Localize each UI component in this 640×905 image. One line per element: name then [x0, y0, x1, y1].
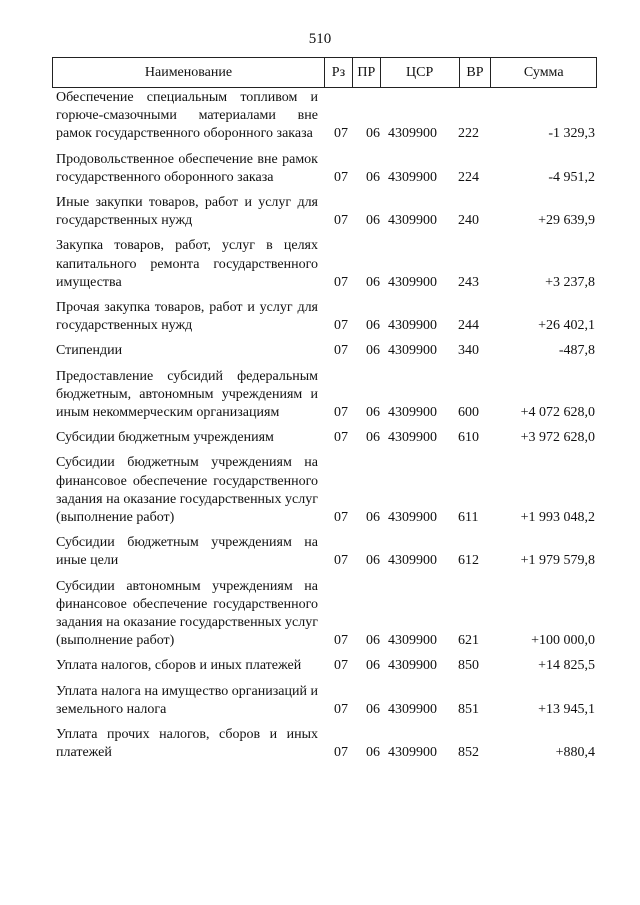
row-csr: 4309900 — [388, 405, 437, 421]
row-vr: 340 — [458, 343, 479, 359]
row-csr: 4309900 — [388, 126, 437, 142]
table-row — [52, 657, 597, 675]
row-vr: 224 — [458, 169, 479, 185]
row-rz: 07 — [334, 658, 348, 674]
row-pr: 06 — [366, 274, 380, 290]
table-body — [52, 89, 597, 770]
row-name: Субсидии бюджетным учреждениям — [56, 430, 274, 446]
column-header-vr: ВР — [459, 58, 491, 87]
row-name: Обеспечение специальным топливом и горюче-смазочными материалами вне рамок государственного оборонного заказа — [56, 90, 318, 142]
row-rz: 07 — [334, 553, 348, 569]
row-sum: +26 402,1 — [538, 318, 595, 334]
row-csr: 4309900 — [388, 633, 437, 649]
row-rz: 07 — [334, 126, 348, 142]
row-pr: 06 — [366, 745, 380, 761]
row-pr: 06 — [366, 701, 380, 717]
row-vr: 612 — [458, 553, 479, 569]
row-pr: 06 — [366, 405, 380, 421]
row-csr: 4309900 — [388, 701, 437, 717]
row-name: Уплата налога на имущество организаций и земельного налога — [56, 683, 318, 717]
row-rz: 07 — [334, 405, 348, 421]
row-name: Уплата налогов, сборов и иных платежей — [56, 658, 302, 674]
row-csr: 4309900 — [388, 343, 437, 359]
row-pr: 06 — [366, 213, 380, 229]
row-vr: 621 — [458, 633, 479, 649]
row-pr: 06 — [366, 318, 380, 334]
row-sum: +14 825,5 — [538, 658, 595, 674]
page-number: 510 — [308, 31, 332, 47]
row-pr: 06 — [366, 430, 380, 446]
row-name: Субсидии бюджетным учреждениям на иные цели — [56, 535, 318, 569]
row-rz: 07 — [334, 430, 348, 446]
row-csr: 4309900 — [388, 318, 437, 334]
row-pr: 06 — [366, 343, 380, 359]
row-rz: 07 — [334, 510, 348, 526]
row-name: Предоставление субсидий федеральным бюджетным, автономным учреждениям и иным некоммерческим организациям — [56, 368, 318, 421]
table-row — [52, 429, 597, 447]
row-name: Субсидии бюджетным учреждениям на финансовое обеспечение государственного задания на оказание государственных услуг (выполнение работ) — [56, 455, 318, 526]
table-row — [52, 534, 597, 570]
table-row — [52, 299, 597, 335]
row-rz: 07 — [334, 213, 348, 229]
table-row — [52, 342, 597, 360]
row-vr: 850 — [458, 658, 479, 674]
row-vr: 243 — [458, 274, 479, 290]
row-csr: 4309900 — [388, 553, 437, 569]
row-name: Закупка товаров, работ, услуг в целях капитального ремонта государственного имущества — [56, 238, 318, 290]
row-csr: 4309900 — [388, 213, 437, 229]
row-sum: +29 639,9 — [538, 213, 595, 229]
row-vr: 600 — [458, 405, 479, 421]
row-sum: +3 972 628,0 — [520, 430, 595, 446]
table-row — [52, 726, 597, 762]
column-header-sum: Сумма — [490, 58, 596, 87]
row-csr: 4309900 — [388, 169, 437, 185]
row-pr: 06 — [366, 169, 380, 185]
row-csr: 4309900 — [388, 745, 437, 761]
row-sum: +880,4 — [555, 745, 595, 761]
row-sum: +1 993 048,2 — [520, 510, 595, 526]
row-name: Уплата прочих налогов, сборов и иных платежей — [56, 727, 318, 761]
row-name: Прочая закупка товаров, работ и услуг для государственных нужд — [56, 300, 318, 334]
row-sum: +100 000,0 — [531, 633, 595, 649]
row-name: Субсидии автономным учреждениям на финансовое обеспечение государственного задания на оказание государственных услуг (выполнение работ) — [56, 578, 318, 649]
row-csr: 4309900 — [388, 510, 437, 526]
row-vr: 851 — [458, 701, 479, 717]
row-pr: 06 — [366, 633, 380, 649]
row-rz: 07 — [334, 701, 348, 717]
table-row — [52, 151, 597, 187]
table-row — [52, 89, 597, 144]
table-row — [52, 237, 597, 292]
row-csr: 4309900 — [388, 430, 437, 446]
row-sum: +4 072 628,0 — [520, 405, 595, 421]
row-pr: 06 — [366, 553, 380, 569]
row-vr: 222 — [458, 126, 479, 142]
row-rz: 07 — [334, 169, 348, 185]
table-row — [52, 578, 597, 651]
row-csr: 4309900 — [388, 274, 437, 290]
row-pr: 06 — [366, 126, 380, 142]
row-name: Стипендии — [56, 343, 123, 359]
row-sum: +1 979 579,8 — [520, 553, 595, 569]
row-sum: +13 945,1 — [538, 701, 595, 717]
row-vr: 244 — [458, 318, 479, 334]
table-row — [52, 194, 597, 230]
column-header-pr: ПР — [352, 58, 380, 87]
row-csr: 4309900 — [388, 658, 437, 674]
row-rz: 07 — [334, 633, 348, 649]
column-header-csr: ЦСР — [380, 58, 459, 87]
row-sum: -1 329,3 — [548, 126, 595, 142]
row-rz: 07 — [334, 745, 348, 761]
row-sum: -487,8 — [558, 343, 595, 359]
table-row — [52, 683, 597, 719]
row-vr: 611 — [458, 510, 479, 526]
table-row — [52, 368, 597, 423]
row-vr: 610 — [458, 430, 479, 446]
column-header-name: Наименование — [144, 64, 233, 80]
table-row — [52, 454, 597, 527]
row-sum: -4 951,2 — [548, 169, 595, 185]
row-pr: 06 — [366, 510, 380, 526]
row-rz: 07 — [334, 318, 348, 334]
table-header — [52, 57, 597, 88]
row-sum: +3 237,8 — [545, 274, 595, 290]
row-vr: 240 — [458, 213, 479, 229]
row-vr: 852 — [458, 745, 479, 761]
row-rz: 07 — [334, 343, 348, 359]
column-header-rz: Рз — [324, 58, 352, 87]
row-rz: 07 — [334, 274, 348, 290]
row-pr: 06 — [366, 658, 380, 674]
row-name: Иные закупки товаров, работ и услуг для государственных нужд — [56, 195, 318, 229]
row-name: Продовольственное обеспечение вне рамок государственного оборонного заказа — [56, 151, 318, 185]
